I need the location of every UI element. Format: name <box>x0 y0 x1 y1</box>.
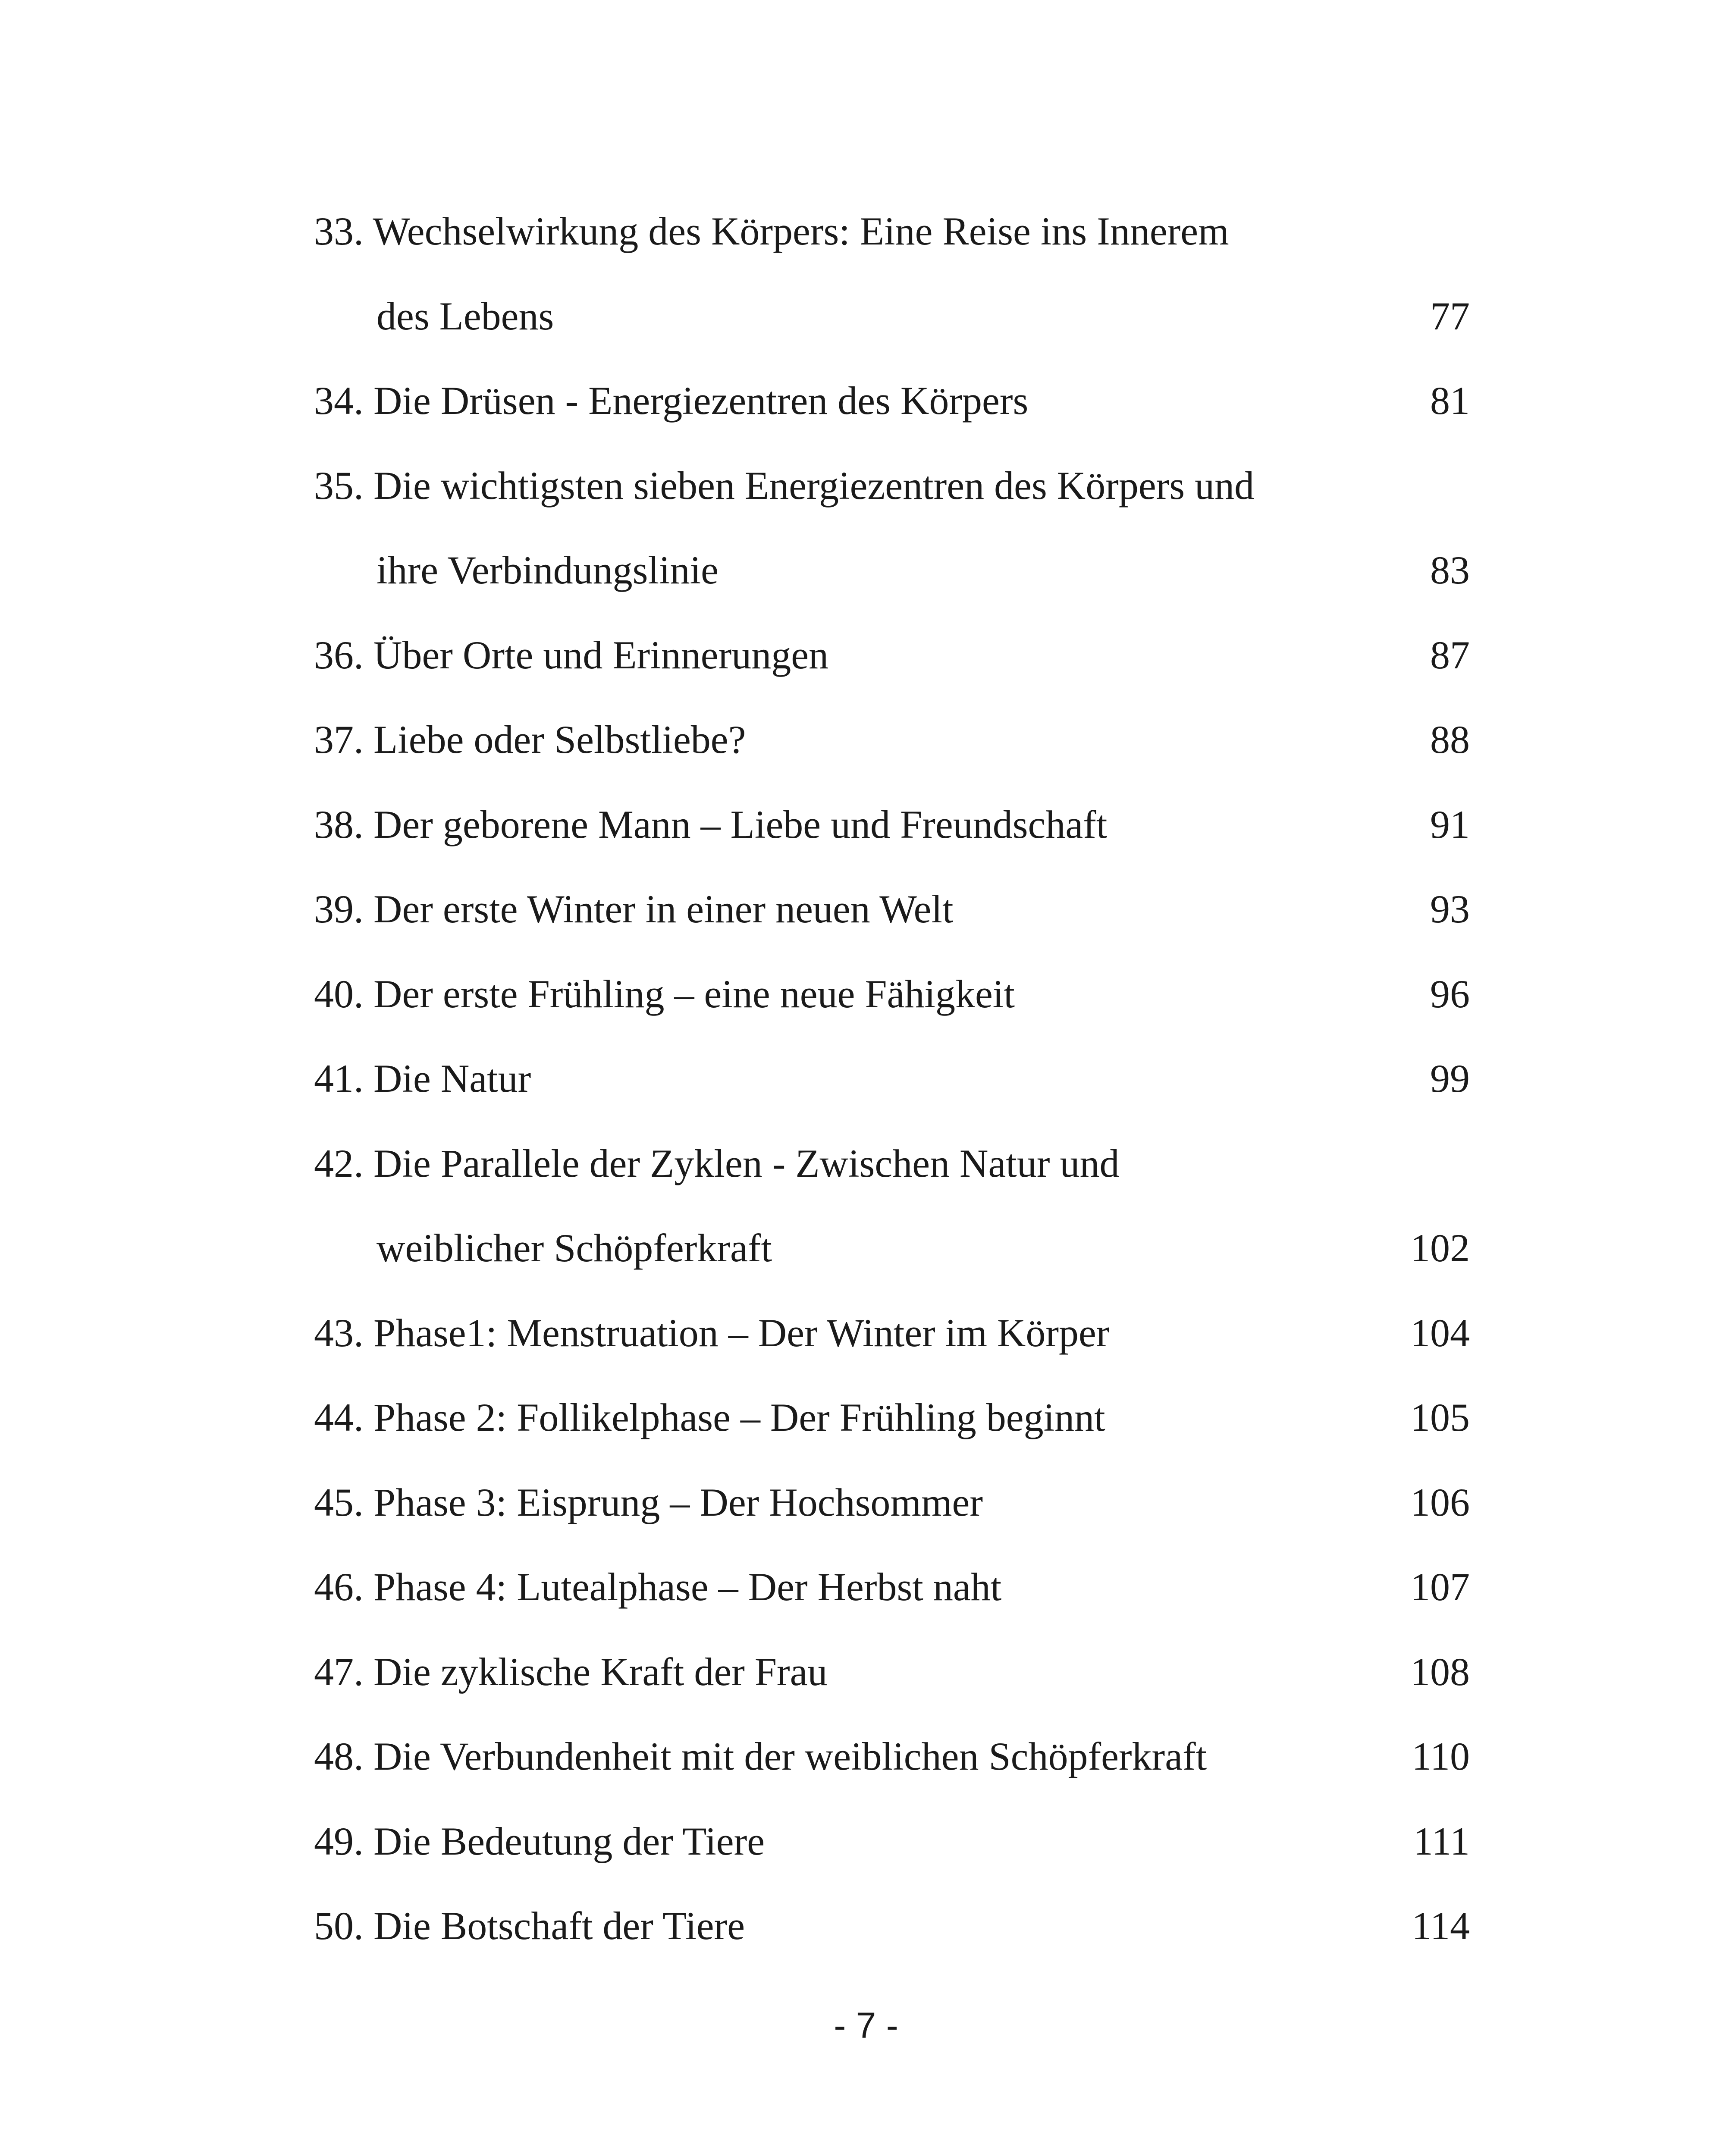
toc-entry-page-number: 96 <box>1430 971 1470 1016</box>
toc-entry <box>314 1821 1478 1906</box>
toc-entry-page-number: 108 <box>1410 1649 1470 1694</box>
toc-entry <box>314 889 1478 974</box>
toc-entry-page-number: 104 <box>1410 1310 1470 1355</box>
toc-entry <box>314 381 1478 466</box>
toc-entry <box>314 463 1478 551</box>
toc-entry <box>314 1482 1478 1567</box>
toc-entry-continuation <box>314 1228 1478 1313</box>
toc-entry-title: 39. Der erste Winter in einer neuen Welt <box>314 887 954 931</box>
toc-entry-title: ihre Verbindungslinie <box>377 548 719 592</box>
toc-entry-page-number: 77 <box>1430 294 1470 338</box>
toc-entry <box>314 720 1478 805</box>
toc-entry-page-number: 110 <box>1412 1734 1470 1778</box>
toc-entry <box>314 1395 1478 1482</box>
toc-entry <box>314 971 1478 1059</box>
toc-entry-page-number: 114 <box>1412 1904 1470 1948</box>
toc-entry <box>314 211 1478 296</box>
toc-entry-title: 41. Die Natur <box>314 1056 531 1100</box>
toc-entry-title: 43. Phase1: Menstruation – Der Winter im Körper <box>314 1310 1110 1355</box>
toc-entry-title: des Lebens <box>377 294 554 338</box>
toc-entry-page-number: 87 <box>1430 633 1470 677</box>
toc-entry-title: 33. Wechselwirkung des Körpers: Eine Reise ins Innerem <box>314 209 1229 253</box>
toc-entry-page-number: 107 <box>1410 1565 1470 1609</box>
toc-entry <box>314 1310 1478 1398</box>
toc-entry-title: 46. Phase 4: Lutealphase – Der Herbst naht <box>314 1565 1002 1609</box>
toc-entry-page-number: 105 <box>1410 1395 1470 1439</box>
toc-entry-title: 45. Phase 3: Eisprung – Der Hochsommer <box>314 1480 983 1524</box>
toc-entry-page-number: 99 <box>1430 1056 1470 1100</box>
toc-entry <box>314 1056 1478 1144</box>
toc-entry-page-number: 81 <box>1430 379 1470 423</box>
toc-entry-title: 35. Die wichtigsten sieben Energiezentren des Körpers und <box>314 463 1255 508</box>
toc-entry-page-number: 93 <box>1430 887 1470 931</box>
toc-entry-title: 34. Die Drüsen - Energiezentren des Körpers <box>314 379 1029 423</box>
toc-entry <box>314 1649 1478 1737</box>
toc-entry <box>314 1567 1478 1652</box>
toc-entry-continuation <box>314 296 1478 381</box>
toc-entry-title: 40. Der erste Frühling – eine neue Fähigkeit <box>314 971 1015 1016</box>
toc-entry-title: 47. Die zyklische Kraft der Frau <box>314 1649 828 1694</box>
toc-entry-page-number: 102 <box>1410 1226 1470 1270</box>
toc-entry-title: 42. Die Parallele der Zyklen - Zwischen Natur und <box>314 1141 1120 1185</box>
toc-entry-title: 44. Phase 2: Follikelphase – Der Frühling beginnt <box>314 1395 1105 1439</box>
toc-entry-title: 37. Liebe oder Selbstliebe? <box>314 718 746 761</box>
toc-entry <box>314 802 1478 890</box>
toc-entry <box>314 1906 1478 1991</box>
toc-entry-page-number: 91 <box>1430 802 1470 846</box>
toc-entry-title: 48. Die Verbundenheit mit der weiblichen Schöpferkraft <box>314 1734 1207 1778</box>
toc-entry <box>314 635 1478 720</box>
toc-entry-title: 36. Über Orte und Erinnerungen <box>314 633 829 677</box>
table-of-contents <box>314 211 1478 1991</box>
toc-entry <box>314 1141 1478 1228</box>
toc-entry-continuation <box>314 550 1478 635</box>
toc-entry-page-number: 106 <box>1410 1480 1470 1524</box>
page-number: - 7 - <box>834 2005 898 2046</box>
toc-entry <box>314 1736 1478 1821</box>
toc-entry-page-number: 88 <box>1430 718 1470 761</box>
toc-entry-title: 49. Die Bedeutung der Tiere <box>314 1819 765 1863</box>
toc-entry-title: 38. Der geborene Mann – Liebe und Freundschaft <box>314 802 1108 846</box>
toc-entry-title: 50. Die Botschaft der Tiere <box>314 1904 745 1948</box>
toc-entry-page-number: 83 <box>1430 548 1470 592</box>
toc-entry-title: weiblicher Schöpferkraft <box>377 1226 772 1270</box>
toc-entry-page-number: 111 <box>1413 1819 1470 1863</box>
